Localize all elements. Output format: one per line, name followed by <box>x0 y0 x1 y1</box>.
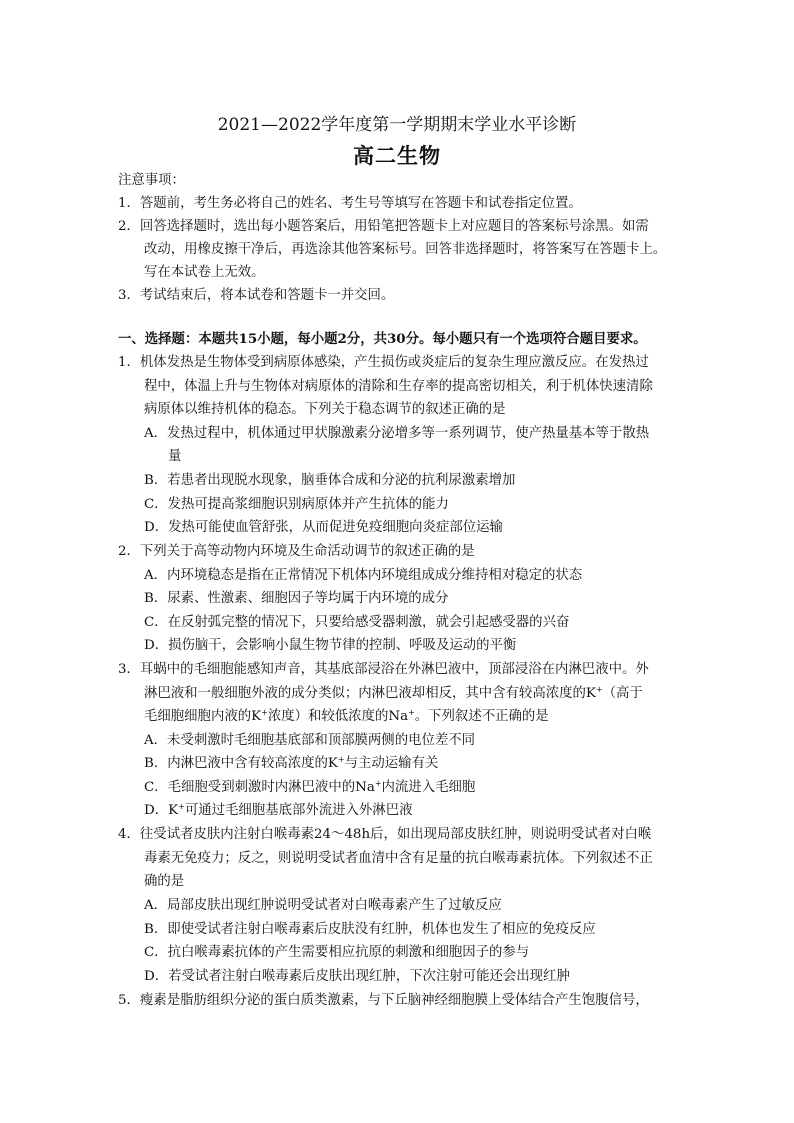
charge-superscript: + <box>408 708 415 717</box>
question-stem-line: 2．下列关于高等动物内环境及生命活动调节的叙述正确的是 <box>118 544 475 559</box>
text-run: B．内淋巴液中含有较高浓度的K <box>144 756 338 771</box>
option-line: B．若患者出现脱水现象，脑垂体合成和分泌的抗利尿激素增加 <box>144 473 516 488</box>
text-run: 可通过毛细胞基底部外流进入外淋巴液 <box>184 803 413 818</box>
option-line: D．损伤脑干，会影响小鼠生物节律的控制、呼吸及运动的平衡 <box>144 638 517 653</box>
option-line: C．抗白喉毒素抗体的产生需要相应抗原的刺激和细胞因子的参与 <box>144 945 530 960</box>
text-run: D．K <box>144 803 179 818</box>
notes-heading: 注意事项： <box>118 173 185 188</box>
option-line <box>144 755 438 772</box>
charge-superscript: + <box>337 755 345 764</box>
option-line: C．发热可提高浆细胞识别病原体并产生抗体的能力 <box>144 497 449 512</box>
question-stem-line: 毒素无免疫力；反之，则说明受试者血清中含有足量的抗白喉毒素抗体。下列叙述不正 <box>144 851 653 866</box>
text-run: 浓度）和较低浓度的Na <box>267 709 409 724</box>
charge-superscript: + <box>374 779 382 788</box>
option-line: 量 <box>168 449 182 464</box>
option-line: C．在反射弧完整的情况下，只要给感受器刺激，就会引起感受器的兴奋 <box>144 615 570 630</box>
option-line <box>144 779 475 796</box>
exam-title: 2021—2022学年度第一学期期末学业水平诊断 <box>217 115 577 135</box>
note-line: 3．考试结束后，将本试卷和答题卡一并交回。 <box>118 288 395 303</box>
question-stem-line: 程中，体温上升与生物体对病原体的清除和生存率的提高密切相关，利于机体快速清除 <box>144 379 653 394</box>
note-line: 写在本试卷上无效。 <box>144 265 265 280</box>
question-stem-line <box>144 685 643 702</box>
question-stem-line: 确的是 <box>144 874 185 889</box>
question-stem-line: 3．耳蜗中的毛细胞能感知声音，其基底部浸浴在外淋巴液中，顶部浸浴在内淋巴液中。外 <box>118 662 649 677</box>
question-stem-line: 1．机体发热是生物体受到病原体感染，产生损伤或炎症后的复杂生理应激反应。在发热过 <box>118 355 649 370</box>
note-line: 1．答题前，考生务必将自己的姓名、考生号等填写在答题卡和试卷指定位置。 <box>118 196 582 211</box>
text-run: 淋巴液和一般细胞外液的成分类似；内淋巴液却相反，其中含有较高浓度的K <box>144 686 596 701</box>
option-line: B．即使受试者注射白喉毒素后皮肤没有红肿，机体也发生了相应的免疫反应 <box>144 922 596 937</box>
charge-superscript: + <box>178 802 185 811</box>
option-line <box>144 802 412 819</box>
text-run: C．毛细胞受到刺激时内淋巴液中的Na <box>144 780 375 795</box>
question-stem-line: 病原体以维持机体的稳态。下列关于稳态调节的叙述正确的是 <box>144 402 506 417</box>
section-heading: 一、选择题：本题共15小题，每小题2分，共30分。每小题只有一个选项符合题目要求。 <box>118 331 647 347</box>
option-line: A．内环境稳态是指在正常情况下机体内环境组成成分维持相对稳定的状态 <box>144 568 583 583</box>
option-line: D．若受试者注射白喉毒素后皮肤出现红肿，下次注射可能还会出现红肿 <box>144 969 570 984</box>
question-stem-line <box>144 708 549 725</box>
option-line: B．尿素、性激素、细胞因子等均属于内环境的成分 <box>144 591 449 606</box>
question-stem-line: 4．往受试者皮肤内注射白喉毒素24～48h后，如出现局部皮肤红肿，则说明受试者对白喉 <box>118 827 652 842</box>
note-line: 改动，用橡皮擦干净后，再选涂其他答案标号。回答非选择题时，将答案写在答题卡上。 <box>144 242 667 257</box>
option-line: A．未受刺激时毛细胞基底部和顶部膜两侧的电位差不同 <box>144 733 476 748</box>
charge-superscript: + <box>261 708 268 717</box>
note-line: 2．回答选择题时，选出每小题答案后，用铅笔把答题卡上对应题目的答案标号涂黑。如需 <box>118 219 649 234</box>
text-run: 。下列叙述不正确的是 <box>414 709 549 724</box>
text-run: 毛细胞细胞内液的K <box>144 709 262 724</box>
text-run: （高于 <box>602 686 643 701</box>
option-line: A．发热过程中，机体通过甲状腺激素分泌增多等一系列调节，使产热量基本等于散热 <box>144 426 650 441</box>
option-line: D．发热可能使血管舒张，从而促进免疫细胞向炎症部位运输 <box>144 520 503 535</box>
question-stem-line: 5．瘦素是脂肪组织分泌的蛋白质类激素，与下丘脑神经细胞膜上受体结合产生饱腹信号， <box>118 993 649 1008</box>
text-run: 内流进入毛细胞 <box>381 780 476 795</box>
exam-subject: 高二生物 <box>353 143 441 168</box>
charge-superscript: + <box>595 685 603 694</box>
text-run: 与主动运输有关 <box>344 756 439 771</box>
option-line: A．局部皮肤出现红肿说明受试者对白喉毒素产生了过敏反应 <box>144 898 502 913</box>
